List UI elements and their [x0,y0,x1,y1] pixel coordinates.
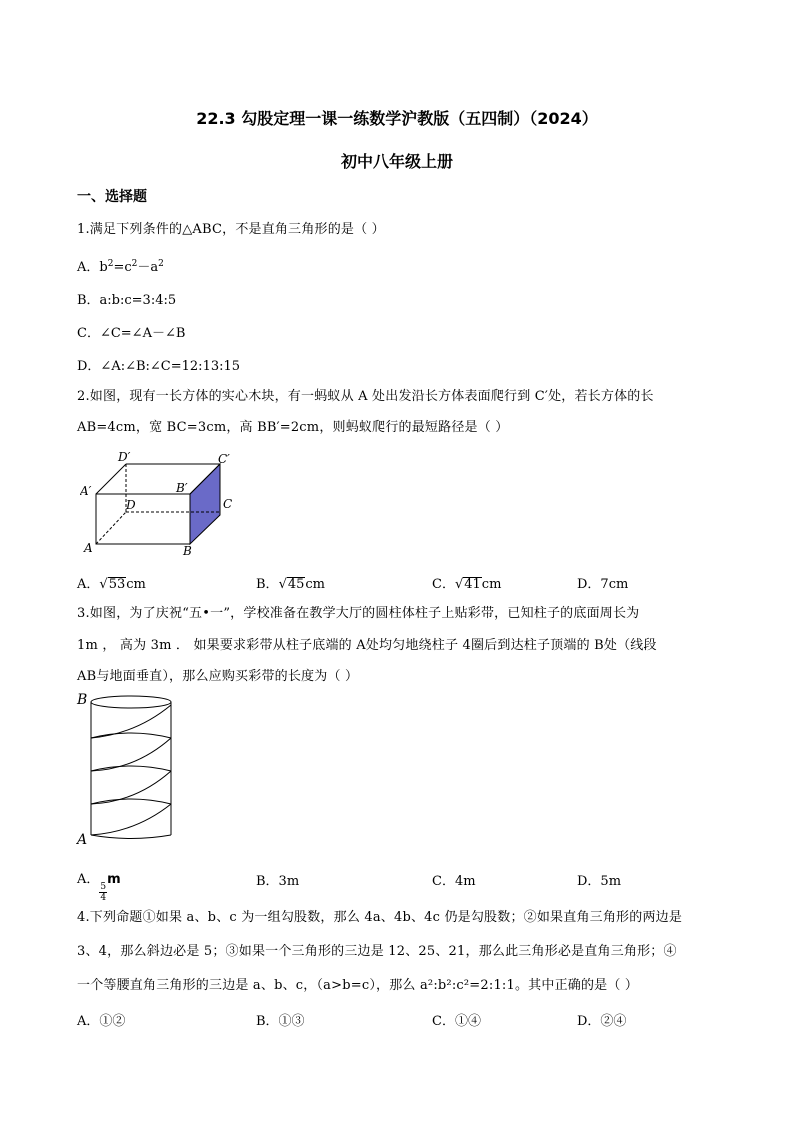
label-d-prime: D′ [118,450,131,464]
cylinder-figure [76,690,186,850]
page-subtitle: 初中八年级上册 [340,152,453,171]
question-2-line-1: 2.如图，现有一长方体的实心木块，有一蚂蚁从 A 处出发沿长方体表面爬行到 C′处，若长方体的长 [77,389,654,404]
question-2-option-b: B．√45cm [256,577,326,592]
question-2-option-d: D．7cm [577,577,629,592]
question-1-stem: 1.满足下列条件的△ABC，不是直角三角形的是（ ） [77,222,385,237]
label-d: D [126,498,136,512]
question-2-line-2: AB=4cm，宽 BC=3cm，高 BB′=2cm，则蚂蚁爬行的最短路径是（ ） [77,420,509,435]
cuboid-shaded-face [190,464,220,544]
question-3-option-b: B．3m [256,874,300,889]
question-2-option-a: A．√53cm [77,577,146,592]
question-3-option-a: A． $\frac{5}{4}$ m [77,872,121,903]
page-title: 22.3 勾股定理一课一练数学沪教版（五四制）（2024） [196,109,598,128]
question-1-option-b: B．a:b:c=3:4:5 [77,293,177,308]
label-c-prime: C′ [218,452,230,466]
question-4-option-a: A．①② [77,1014,126,1029]
question-2-option-c: C．√41cm [432,577,502,592]
label-b-top: B [77,692,88,708]
label-a-prime: A′ [80,484,92,498]
question-1-option-d: D．∠A:∠B:∠C=12:13:15 [77,359,241,374]
question-4-line-2: 3、4，那么斜边必是 5；③如果一个三角形的三边是 12、25、21，那么此三角形必是直角三角形；④ [77,944,677,959]
label-b-prime: B′ [176,481,188,495]
question-3-option-d: D．5m [577,874,622,889]
label-c: C [223,497,233,511]
question-4-line-3: 一个等腰直角三角形的三边是 a、b、c，（a>b=c），那么 a²:b²:c²=2:1:1。其中正确的是（ ） [77,978,639,993]
section-heading: 一、选择题 [77,189,147,205]
question-3-line-3: AB与地面垂直），那么应购买彩带的长度为（ ） [77,669,359,684]
question-4-option-d: D．②④ [577,1014,627,1029]
question-4-line-1: 4.下列命题①如果 a、b、c 为一组勾股数，那么 4a、4b、4c 仍是勾股数；②如果直角三角形的两边是 [77,910,683,925]
question-3-line-1: 3.如图，为了庆祝“五•一”，学校准备在教学大厅的圆柱体柱子上贴彩带，已知柱子的底面周长为 [77,606,640,621]
question-3-option-c: C．4m [432,874,476,889]
label-a-bottom: A [77,832,88,848]
question-4-option-b: B．①③ [256,1014,305,1029]
question-4-option-c: C．①④ [432,1014,481,1029]
cuboid-figure [80,448,250,560]
question-1-option-c: C．∠C=∠A－∠B [77,326,186,341]
label-b: B [183,544,192,558]
question-1-option-a: A．$b^2=c^2-a^2$ [77,259,164,275]
question-3-line-2: 1m ， 高为 3m ． 如果要求彩带从柱子底端的 A处均匀地绕柱子 4圈后到达柱子顶端的 B处（线段 [77,638,657,653]
label-a: A [84,541,93,555]
